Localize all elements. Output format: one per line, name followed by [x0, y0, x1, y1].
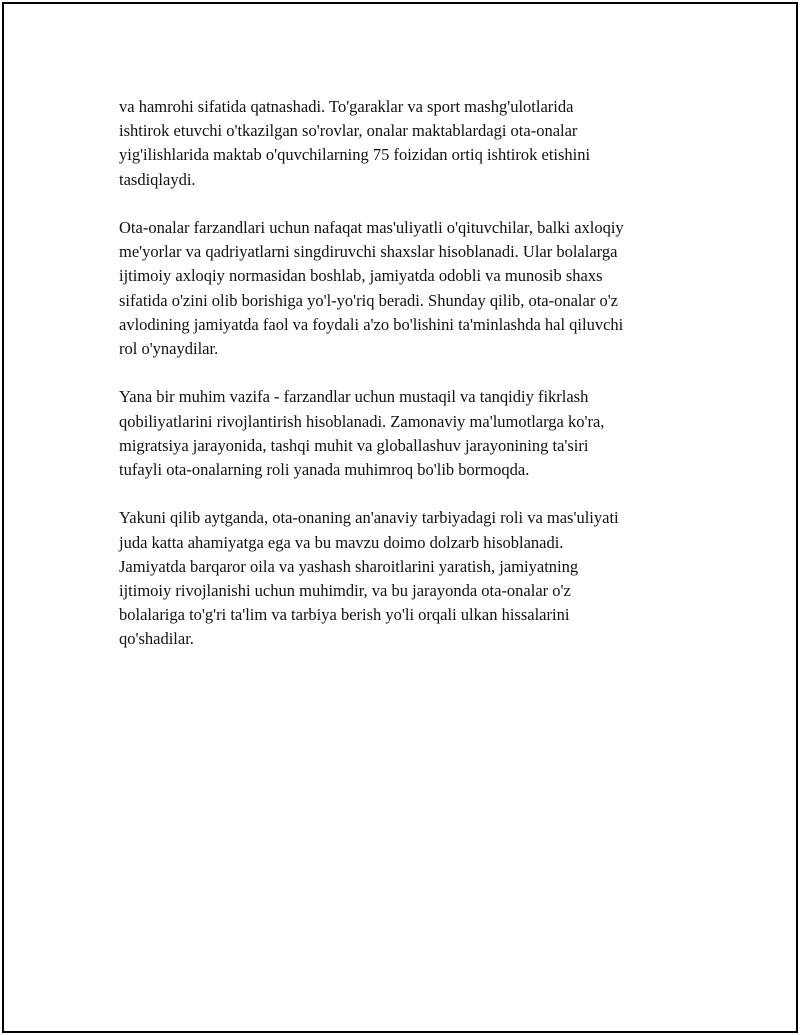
text-line: me'yorlar va qadriyatlarni singdiruvchi shaxslar hisoblanadi. Ular bolalarga — [119, 242, 618, 262]
text-line: tufayli ota-onalarning roli yanada muhimroq bo'lib bormoqda. — [119, 460, 530, 480]
text-line: sifatida o'zini olib borishiga yo'l-yo'riq beradi. Shunday qilib, ota-onalar o'z — [119, 290, 618, 310]
text-line: va hamrohi sifatida qatnashadi. To'garaklar va sport mashg'ulotlarida — [119, 97, 574, 116]
paragraph-4 — [119, 506, 699, 651]
text-line: yig'ilishlarida maktab o'quvchilarning 75 foizidan ortiq ishtirok etishini — [119, 145, 591, 165]
text-line: migratsiya jarayonida, tashqi muhit va globallashuv jarayonining ta'siri — [119, 435, 589, 455]
text-line: rol o'ynaydilar. — [119, 339, 219, 359]
text-line: avlodining jamiyatda faol va foydali a'zo bo'lishini ta'minlashda hal qiluvchi — [119, 314, 624, 334]
text-line: ijtimoiy axloqiy normasidan boshlab, jamiyatda odobli va munosib shaxs — [119, 266, 603, 286]
text-line: qobiliyatlarini rivojlantirish hisoblanadi. Zamonaviy ma'lumotlarga ko'ra, — [119, 411, 605, 431]
paragraph-2 — [119, 216, 699, 361]
text-line: Ota-onalar farzandlari uchun nafaqat mas'uliyatli o'qituvchilar, balki axloqiy — [119, 218, 624, 237]
text-line: juda katta ahamiyatga ega va bu mavzu doimo dolzarb hisoblanadi. — [119, 532, 564, 552]
text-line: qo'shadilar. — [119, 629, 194, 649]
text-line: bolalariga to'g'ri ta'lim va tarbiya berish yo'li orqali ulkan hissalarini — [119, 605, 570, 625]
text-line: Jamiyatda barqaror oila va yashash sharoitlarini yaratish, jamiyatning — [119, 556, 579, 576]
document-page — [2, 2, 798, 1033]
paragraph-3 — [119, 385, 699, 482]
paragraph-1 — [119, 95, 699, 192]
text-line: tasdiqlaydi. — [119, 169, 196, 189]
document-body — [119, 95, 699, 676]
text-line: Yakuni qilib aytganda, ota-onaning an'anaviy tarbiyadagi roli va mas'uliyati — [119, 508, 619, 528]
text-line: Yana bir muhim vazifa - farzandlar uchun mustaqil va tanqidiy fikrlash — [119, 387, 589, 407]
text-line: ishtirok etuvchi o'tkazilgan so'rovlar, onalar maktablardagi ota-onalar — [119, 121, 578, 141]
text-line: ijtimoiy rivojlanishi uchun muhimdir, va bu jarayonda ota-onalar o'z — [119, 581, 571, 601]
